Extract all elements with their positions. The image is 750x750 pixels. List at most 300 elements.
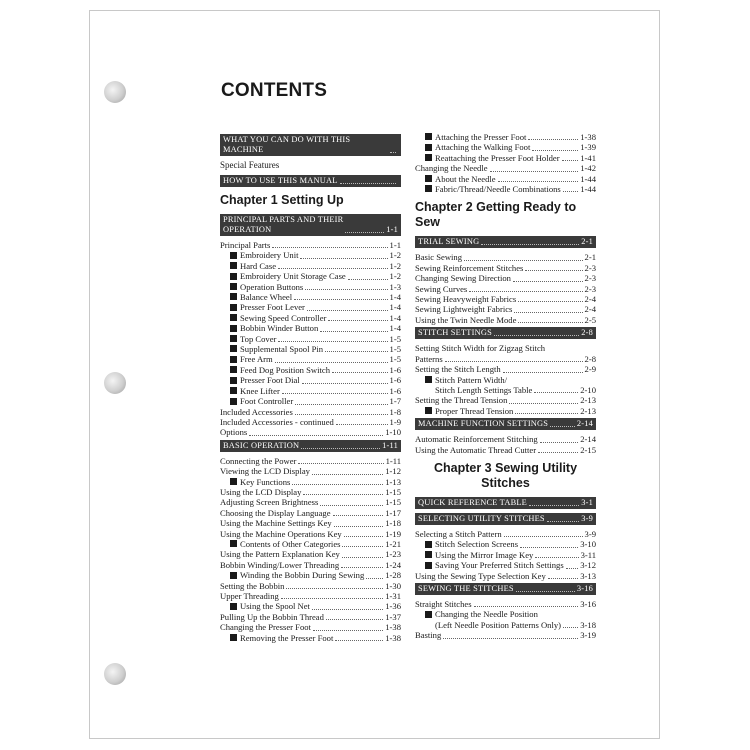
section-header <box>415 583 596 595</box>
page-number: 1-3 <box>389 281 401 292</box>
page-number: 1-17 <box>385 507 401 518</box>
toc-entry-label: Using the Sewing Type Selection Key <box>415 570 546 581</box>
toc-entry-label: Using the Automatic Thread Cutter <box>415 444 537 455</box>
page-number: 1-15 <box>385 486 401 497</box>
toc-entry[interactable] <box>220 456 401 466</box>
toc-entry-label: Knee Lifter <box>240 385 280 396</box>
dot-leader <box>300 258 387 259</box>
section-header <box>415 236 596 248</box>
toc-entry-label: Operation Buttons <box>240 281 304 292</box>
page-number: 1-12 <box>385 466 401 477</box>
toc-entry[interactable] <box>415 294 596 304</box>
page-number: 2-13 <box>580 395 596 406</box>
square-bullet-icon <box>425 562 432 569</box>
toc-entry[interactable] <box>415 571 596 581</box>
toc-entry[interactable] <box>415 539 596 549</box>
toc-entry-label: Presser Foot Dial <box>240 375 300 386</box>
toc-entry[interactable] <box>415 364 596 374</box>
dot-leader <box>516 591 575 592</box>
page-number: 1-6 <box>389 364 401 375</box>
dot-leader <box>282 393 388 394</box>
square-bullet-icon <box>230 345 237 352</box>
section-header <box>415 497 596 509</box>
toc-entry[interactable] <box>220 591 401 601</box>
toc-entry-label: Stitch Pattern Width/ <box>435 374 508 385</box>
square-bullet-icon <box>230 366 237 373</box>
dot-leader <box>445 361 583 362</box>
dot-leader <box>390 152 396 153</box>
square-bullet-icon <box>425 185 432 192</box>
page-number: 1-41 <box>580 152 596 163</box>
dot-leader <box>278 268 387 269</box>
page-number: 1-6 <box>389 385 401 396</box>
dot-leader <box>443 638 578 639</box>
dot-leader <box>332 372 388 373</box>
chapter-heading: Chapter 3 Sewing Utility Stitches <box>433 460 578 490</box>
toc-entry[interactable] <box>415 385 596 395</box>
page-number: 1-5 <box>389 354 401 365</box>
page-number: 1-21 <box>385 538 401 549</box>
toc-entry-label: Changing the Needle <box>415 163 488 174</box>
toc-entry[interactable] <box>220 250 401 260</box>
toc-entry[interactable] <box>220 302 401 312</box>
toc-entry-label: Contents of Other Categories <box>240 538 341 549</box>
toc-entry-label: Free Arm <box>240 354 273 365</box>
page-number: 1-2 <box>389 250 401 261</box>
page-number: 3-11 <box>580 549 596 560</box>
dot-leader <box>345 232 384 233</box>
page-number: 1-10 <box>385 427 401 438</box>
toc-entry[interactable] <box>220 601 401 611</box>
toc-entry[interactable] <box>220 427 401 437</box>
dot-leader <box>294 299 387 300</box>
toc-entry[interactable] <box>415 375 596 385</box>
page-number: 2-3 <box>584 262 596 273</box>
square-bullet-icon <box>230 540 237 547</box>
page-number: 1-4 <box>389 323 401 334</box>
dot-leader <box>563 627 578 628</box>
toc-entry[interactable] <box>220 466 401 476</box>
page-number: 2-14 <box>576 419 593 429</box>
page-number: 1-44 <box>580 184 596 195</box>
square-bullet-icon <box>230 335 237 342</box>
page-number: 1-37 <box>385 611 401 622</box>
page-number: 1-42 <box>580 163 596 174</box>
section-header <box>415 327 596 339</box>
toc-entry[interactable] <box>415 445 596 455</box>
dot-leader <box>562 160 579 161</box>
toc-entry[interactable] <box>220 549 401 559</box>
page-number: 1-13 <box>385 476 401 487</box>
toc-entry-label: Setting the Stitch Length <box>415 364 501 375</box>
toc-entry-label: Embroidery Unit <box>240 250 299 261</box>
dot-leader <box>341 567 383 568</box>
dot-leader <box>342 546 383 547</box>
page-number: 1-5 <box>389 344 401 355</box>
page-number: 3-9 <box>584 528 596 539</box>
toc-entry-label: Selecting a Stitch Pattern <box>415 528 502 539</box>
toc-entry[interactable] <box>220 518 401 528</box>
dot-leader <box>348 279 388 280</box>
dot-leader <box>528 139 578 140</box>
page-number: 2-4 <box>584 294 596 305</box>
section-header <box>415 513 596 525</box>
dot-leader <box>325 351 387 352</box>
toc-entry[interactable] <box>415 434 596 444</box>
dot-leader <box>532 150 578 151</box>
toc-entry-label: Supplemental Spool Pin <box>240 344 324 355</box>
toc-entry[interactable] <box>220 396 401 406</box>
dot-leader <box>249 435 383 436</box>
section-header <box>220 134 401 156</box>
toc-entry-label: Sewing Curves <box>415 283 468 294</box>
square-bullet-icon <box>425 154 432 161</box>
toc-entry[interactable] <box>220 612 401 622</box>
toc-entry-label: Included Accessories - continued <box>220 416 334 427</box>
toc-entry[interactable] <box>415 153 596 163</box>
toc-entry-label: Upper Threading <box>220 591 279 601</box>
toc-entry[interactable] <box>220 622 401 632</box>
toc-entry-label: Stitch Length Settings Table <box>435 384 533 395</box>
toc-entry[interactable] <box>220 529 401 539</box>
dot-leader <box>344 536 384 537</box>
page-number: 2-15 <box>580 444 596 455</box>
toc-entry-label: Sewing Lightweight Fabrics <box>415 304 513 315</box>
toc-entry-label: Setting the Thread Tension <box>415 395 508 406</box>
toc-entry-label: About the Needle <box>435 173 496 184</box>
toc-entry[interactable] <box>220 497 401 507</box>
toc-entry[interactable] <box>415 132 596 142</box>
page-number: 2-1 <box>584 252 596 263</box>
toc-entry[interactable] <box>415 163 596 173</box>
toc-entry-label: Using the Machine Settings Key <box>220 518 332 529</box>
toc-entry[interactable] <box>220 323 401 333</box>
toc-entry-label: Sewing Speed Controller <box>240 312 327 323</box>
page-number: 2-5 <box>584 314 596 325</box>
page-number: 1-19 <box>385 528 401 539</box>
page-number: 1-8 <box>389 406 401 417</box>
toc-entry[interactable] <box>415 142 596 152</box>
page-number: 1-44 <box>580 173 596 184</box>
toc-entry-label: Changing the Needle Position <box>435 609 538 620</box>
dot-leader <box>514 312 582 313</box>
toc-entry[interactable] <box>220 271 401 281</box>
dot-leader <box>334 526 384 527</box>
toc-entry[interactable] <box>220 633 401 643</box>
dot-leader <box>474 606 579 607</box>
dot-leader <box>298 463 383 464</box>
dot-leader <box>515 413 578 414</box>
toc-entry-label: Setting the Bobbin <box>220 580 285 591</box>
toc-entry-label: Attaching the Walking Foot <box>435 142 531 153</box>
toc-entry-label: Proper Thread Tension <box>435 405 514 416</box>
toc-entry[interactable] <box>415 395 596 405</box>
section-header <box>415 418 596 430</box>
page-number: 3-13 <box>580 570 596 581</box>
page-number: 2-13 <box>580 405 596 416</box>
page-number: 1-31 <box>385 591 401 601</box>
dot-leader <box>320 331 387 332</box>
toc-entry[interactable] <box>220 365 401 375</box>
square-bullet-icon <box>230 398 237 405</box>
section-header-label: SEWING THE STITCHES <box>418 583 514 593</box>
dot-leader <box>286 588 383 589</box>
toc-entry[interactable] <box>415 174 596 184</box>
dot-leader <box>302 383 388 384</box>
toc-entry[interactable] <box>220 334 401 344</box>
toc-entry[interactable] <box>220 354 401 364</box>
section-header-label: QUICK REFERENCE TABLE <box>418 497 527 507</box>
toc-entry-label: Basic Sewing <box>415 252 463 263</box>
toc-entry[interactable] <box>415 184 596 194</box>
dot-leader <box>566 568 579 569</box>
page-number: 1-4 <box>389 302 401 313</box>
section-header-label: PRINCIPAL PARTS AND THEIR OPERATION <box>223 215 344 234</box>
page-number: 3-9 <box>581 513 593 523</box>
toc-entry[interactable] <box>415 599 596 609</box>
toc-entry-label: Automatic Reinforcement Stitching <box>415 434 538 445</box>
dot-leader <box>494 335 579 336</box>
toc-entry[interactable] <box>220 477 401 487</box>
toc-entry-label: Setting Stitch Width for Zigzag Stitch <box>415 343 546 354</box>
page-number: 3-16 <box>576 583 593 593</box>
binder-hole-middle <box>104 372 126 394</box>
section-header-label: WHAT YOU CAN DO WITH THIS MACHINE <box>223 135 351 154</box>
toc-entry-label: Bobbin Winding/Lower Threading <box>220 559 340 570</box>
toc-entry-label: Options <box>220 427 248 438</box>
dot-leader <box>305 289 387 290</box>
dot-leader <box>272 247 387 248</box>
toc-text: Special Features <box>220 160 280 170</box>
page-number: 1-9 <box>389 416 401 427</box>
toc-entry-label: Saving Your Preferred Stitch Settings <box>435 560 564 571</box>
toc-entry[interactable] <box>220 313 401 323</box>
page-number: 1-4 <box>389 292 401 303</box>
toc-entry[interactable] <box>220 508 401 518</box>
binder-hole-bottom <box>104 663 126 685</box>
dot-leader <box>535 557 578 558</box>
toc-entry[interactable] <box>220 344 401 354</box>
toc-entry-label: Embroidery Unit Storage Case <box>240 271 346 282</box>
toc-entry[interactable] <box>220 581 401 591</box>
dot-leader <box>278 341 387 342</box>
toc-entry-label: Using the Pattern Explanation Key <box>220 549 340 560</box>
square-bullet-icon <box>425 133 432 140</box>
toc-entry[interactable] <box>220 539 401 549</box>
page-number: 1-36 <box>385 601 401 612</box>
section-header-label: MACHINE FUNCTION SETTINGS <box>418 419 549 429</box>
page-title: CONTENTS <box>221 80 328 101</box>
square-bullet-icon <box>425 376 432 383</box>
toc-entry-label: Top Cover <box>240 333 277 344</box>
dot-leader <box>307 310 388 311</box>
toc-entry-label: Balance Wheel <box>240 292 293 303</box>
dot-leader <box>518 322 582 323</box>
dot-leader <box>481 244 579 245</box>
dot-leader <box>503 372 583 373</box>
section-header <box>220 175 401 187</box>
toc-entry[interactable] <box>415 343 596 353</box>
dot-leader <box>525 270 582 271</box>
toc-entry[interactable] <box>220 417 401 427</box>
toc-entry[interactable] <box>415 550 596 560</box>
dot-leader <box>563 191 578 192</box>
dot-leader <box>292 484 383 485</box>
dot-leader <box>333 515 384 516</box>
page-number: 1-38 <box>385 622 401 633</box>
square-bullet-icon <box>425 175 432 182</box>
toc-column-left <box>220 132 401 643</box>
square-bullet-icon <box>425 144 432 151</box>
toc-entry-label: Using the Spool Net <box>240 601 310 612</box>
dot-leader <box>342 557 383 558</box>
toc-entry[interactable] <box>220 282 401 292</box>
dot-leader <box>295 414 388 415</box>
page-number: 2-4 <box>584 304 596 315</box>
toc-entry[interactable] <box>220 570 401 580</box>
square-bullet-icon <box>230 293 237 300</box>
toc-entry-label: Patterns <box>415 353 443 364</box>
toc-entry-label: Attaching the Presser Foot <box>435 132 527 142</box>
section-header-label: STITCH SETTINGS <box>418 328 492 338</box>
page-number: 2-10 <box>580 384 596 395</box>
toc-entry[interactable] <box>220 240 401 250</box>
toc-entry-label: Changing the Presser Foot <box>220 622 311 633</box>
toc-entry-label: Winding the Bobbin During Sewing <box>240 570 365 581</box>
dot-leader <box>275 362 388 363</box>
page-number: 3-18 <box>580 619 596 630</box>
toc-entry-label: Bobbin Winder Button <box>240 323 319 334</box>
toc-entry[interactable] <box>220 407 401 417</box>
page-number: 2-3 <box>584 273 596 284</box>
toc-entry[interactable] <box>220 375 401 385</box>
square-bullet-icon <box>425 611 432 618</box>
page-number: 3-19 <box>580 630 596 641</box>
square-bullet-icon <box>230 634 237 641</box>
toc-entry[interactable] <box>220 292 401 302</box>
toc-entry-label: Stitch Selection Screens <box>435 539 519 550</box>
toc-entry-label: Using the Mirror Image Key <box>435 549 534 560</box>
toc-entry[interactable] <box>415 609 596 619</box>
square-bullet-icon <box>230 478 237 485</box>
page-number: 1-39 <box>580 142 596 153</box>
toc-entry[interactable] <box>415 406 596 416</box>
page-number: 1-28 <box>385 570 401 581</box>
toc-entry[interactable] <box>415 252 596 262</box>
square-bullet-icon <box>425 551 432 558</box>
toc-entry-label: Straight Stitches <box>415 598 472 609</box>
toc-entry-label: Basting <box>415 630 442 641</box>
toc-entry-label: Connecting the Power <box>220 455 297 466</box>
toc-entry[interactable] <box>415 630 596 640</box>
toc-entry[interactable] <box>415 354 596 364</box>
page-number: 1-18 <box>385 518 401 529</box>
square-bullet-icon <box>230 273 237 280</box>
dot-leader <box>534 392 578 393</box>
dot-leader <box>520 547 578 548</box>
page-number: 3-10 <box>580 539 596 550</box>
square-bullet-icon <box>230 252 237 259</box>
dot-leader <box>464 260 583 261</box>
square-bullet-icon <box>230 572 237 579</box>
toc-entry[interactable] <box>415 529 596 539</box>
toc-entry-label: Sewing Heavyweight Fabrics <box>415 294 517 305</box>
binder-hole-top <box>104 81 126 103</box>
square-bullet-icon <box>425 407 432 414</box>
square-bullet-icon <box>230 387 237 394</box>
toc-entry-label: Using the Machine Operations Key <box>220 528 342 539</box>
toc-entry-label: Feed Dog Position Switch <box>240 364 330 375</box>
toc-entry[interactable] <box>415 560 596 570</box>
dot-leader <box>490 171 579 172</box>
square-bullet-icon <box>230 325 237 332</box>
section-header-label: TRIAL SEWING <box>418 237 480 247</box>
page-number: 1-38 <box>580 132 596 142</box>
page-number: 1-11 <box>382 440 398 450</box>
toc-entry-label: Changing Sewing Direction <box>415 273 511 284</box>
toc-column-right <box>415 132 596 641</box>
page-number: 2-8 <box>581 328 593 338</box>
chapter-heading: Chapter 1 Setting Up <box>220 193 344 207</box>
page-number: 2-3 <box>584 283 596 294</box>
page-number: 1-30 <box>385 580 401 591</box>
toc-entry[interactable] <box>220 487 401 497</box>
toc-entry-label: Choosing the Display Language <box>220 507 331 518</box>
page-number: 3-1 <box>581 497 593 507</box>
page-number: 2-1 <box>581 237 593 247</box>
square-bullet-icon <box>230 603 237 610</box>
toc-entry[interactable] <box>220 261 401 271</box>
page-number: 2-14 <box>580 434 596 445</box>
page-number: 1-2 <box>389 260 401 271</box>
square-bullet-icon <box>230 377 237 384</box>
section-header <box>220 214 401 236</box>
dot-leader <box>504 536 583 537</box>
toc-entry[interactable] <box>220 560 401 570</box>
dot-leader <box>340 183 396 184</box>
section-header-label: BASIC OPERATION <box>223 440 300 450</box>
toc-entry[interactable] <box>415 304 596 314</box>
toc-entry[interactable] <box>415 315 596 325</box>
dot-leader <box>509 403 578 404</box>
dot-leader <box>312 609 383 610</box>
square-bullet-icon <box>230 356 237 363</box>
toc-entry[interactable] <box>220 386 401 396</box>
dot-leader <box>547 521 579 522</box>
page-number: 1-15 <box>385 497 401 508</box>
page-number: 1-23 <box>385 549 401 560</box>
page-number: 3-16 <box>580 598 596 609</box>
dot-leader <box>303 494 383 495</box>
toc-entry[interactable] <box>415 620 596 630</box>
page-number: 1-4 <box>389 312 401 323</box>
toc-entry[interactable] <box>415 263 596 273</box>
section-header-label: HOW TO USE THIS MANUAL <box>223 176 338 185</box>
square-bullet-icon <box>230 304 237 311</box>
dot-leader <box>513 281 583 282</box>
page-number: 2-8 <box>584 353 596 364</box>
dot-leader <box>548 578 578 579</box>
square-bullet-icon <box>230 283 237 290</box>
dot-leader <box>498 181 579 182</box>
toc-entry[interactable] <box>415 273 596 283</box>
page-number: 1-7 <box>389 396 401 407</box>
toc-entry-label: Viewing the LCD Display <box>220 466 310 477</box>
dot-leader <box>538 452 578 453</box>
square-bullet-icon <box>230 262 237 269</box>
section-header <box>220 440 401 452</box>
toc-entry[interactable] <box>415 284 596 294</box>
